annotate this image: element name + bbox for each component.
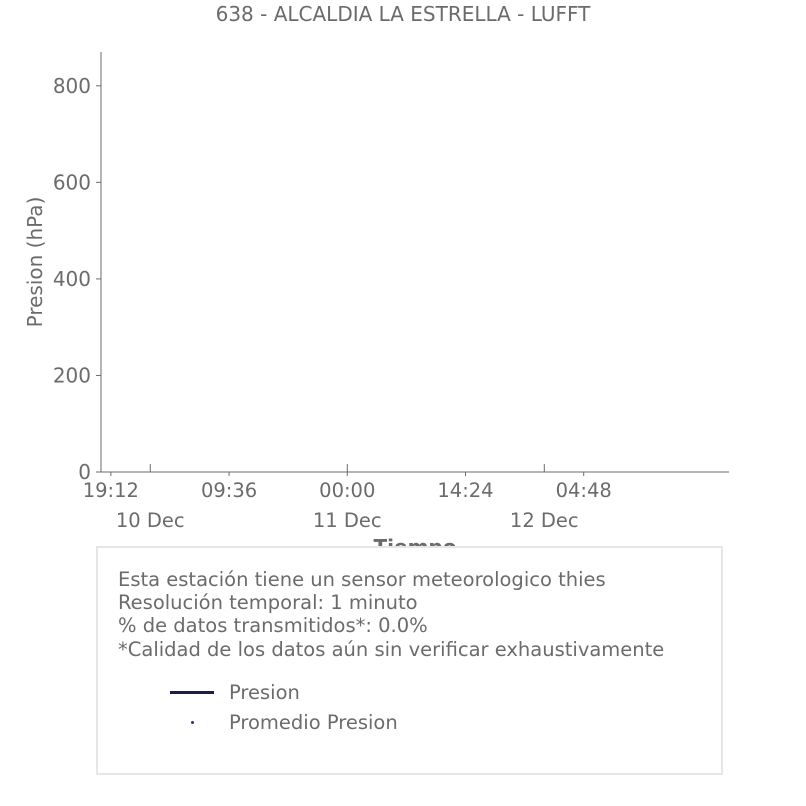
y-tick-label: 200: [52, 363, 91, 388]
legend-dot-swatch: [170, 710, 214, 734]
info-box: [96, 546, 723, 775]
legend-line-swatch: [170, 680, 214, 704]
chart-axes: [101, 52, 729, 472]
legend-item-presion: [170, 680, 300, 704]
info-quality-note: *Calidad de los datos aún sin verificar exhaustivamente: [118, 637, 665, 661]
chart-title: 638 - ALCALDIA LA ESTRELLA - LUFFT: [215, 2, 591, 26]
y-tick-label: 0: [78, 460, 91, 484]
x-minor-tick-label: 04:48: [555, 479, 612, 502]
info-text: [118, 568, 664, 661]
x-minor-tick-label: 14:24: [437, 479, 494, 502]
x-axis-ticks: [83, 464, 612, 532]
x-minor-tick-label: 19:12: [82, 479, 139, 502]
x-major-tick-label: 11 Dec: [312, 509, 382, 532]
legend-label-presion: Presion: [229, 680, 300, 704]
legend-item-promedio: [170, 710, 398, 734]
x-minor-tick-label: 09:36: [200, 479, 258, 502]
info-resolution-line: Resolución temporal: 1 minuto: [118, 591, 418, 615]
y-tick-label: 400: [52, 266, 91, 291]
y-tick-label: 800: [52, 73, 91, 98]
y-tick-label: 600: [52, 170, 91, 195]
x-major-tick-label: 12 Dec: [509, 509, 579, 532]
x-major-tick-label: 10 Dec: [115, 509, 185, 532]
info-sensor-line: Esta estación tiene un sensor meteorologico thies: [118, 568, 606, 591]
y-axis-ticks: [53, 74, 101, 484]
info-transmitted-line: % de datos transmitidos*: 0.0%: [118, 614, 428, 638]
y-axis-label: Presion (hPa): [23, 196, 47, 328]
x-minor-tick-label: 00:00: [319, 479, 376, 502]
legend-label-promedio: Promedio Presion: [229, 710, 398, 734]
